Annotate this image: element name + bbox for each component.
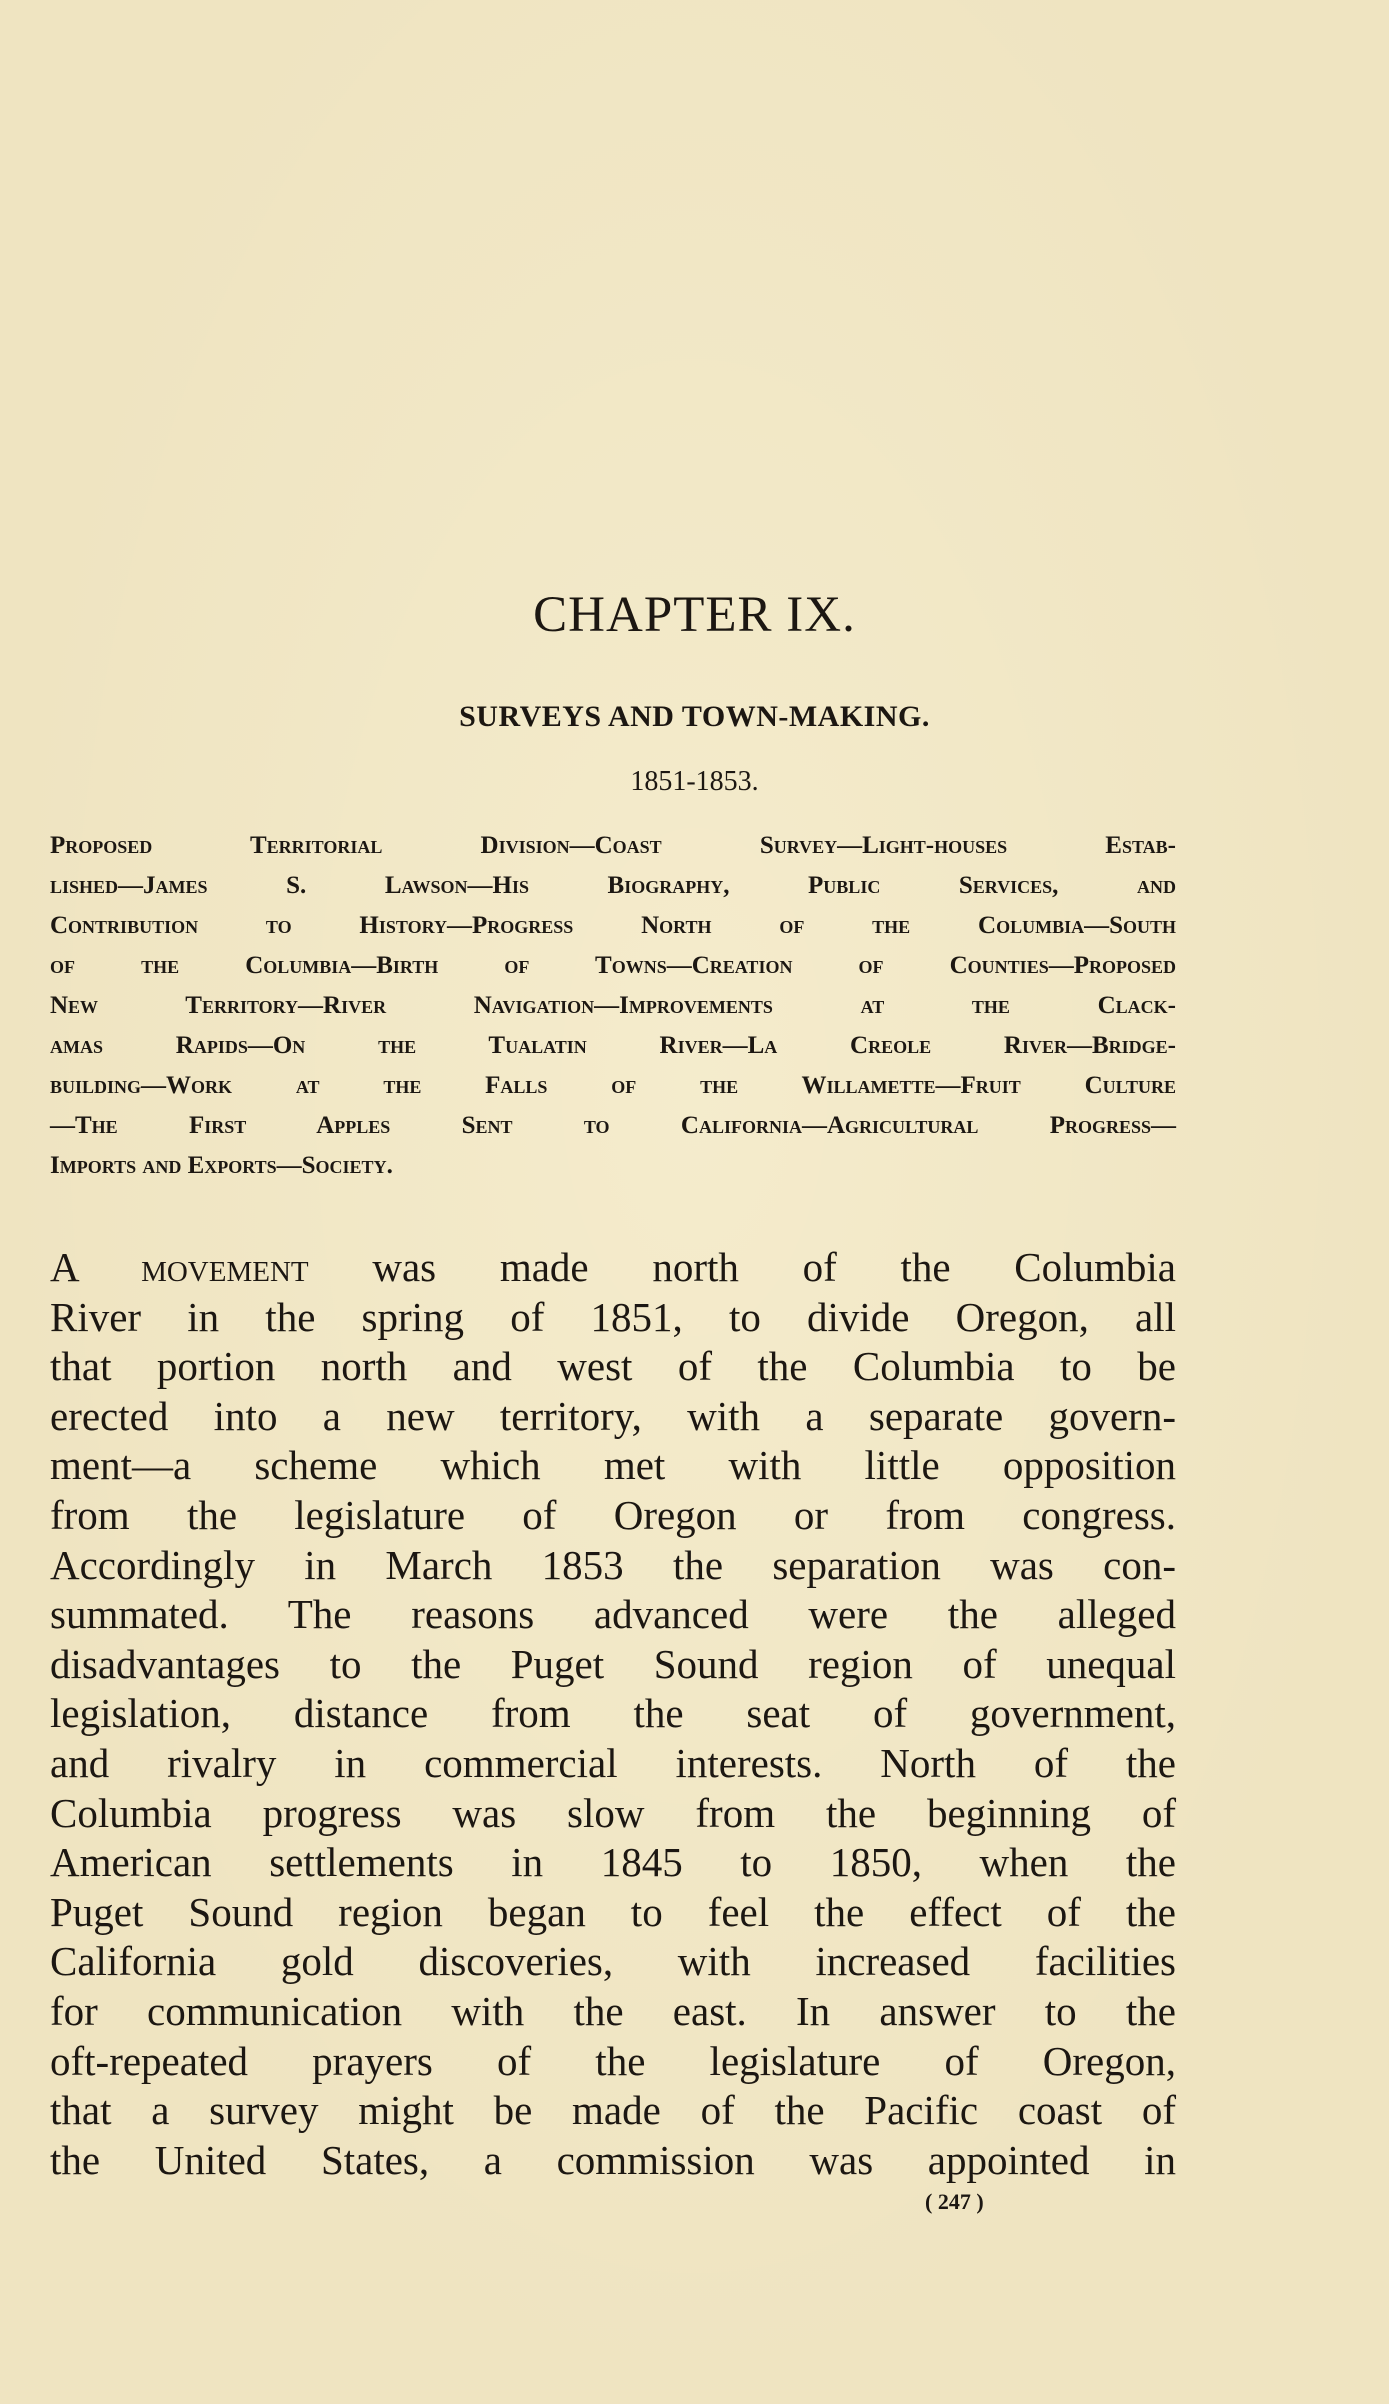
body-line: Puget Sound region began to feel the effect of the (50, 1888, 1176, 1935)
body-line: and rivalry in commercial interests. North of the (50, 1739, 1176, 1786)
chapter-subtitle: SURVEYS AND TOWN-MAKING. (459, 700, 930, 733)
body-line: legislation, distance from the seat of government, (50, 1690, 1176, 1737)
synopsis-line: of the Columbia—Birth of Towns—Creation of Counties—Proposed (50, 952, 1176, 979)
body-line: summated. The reasons advanced were the alleged (50, 1591, 1176, 1638)
body-line: from the legislature of Oregon or from congress. (50, 1491, 1176, 1538)
synopsis-line: amas Rapids—On the Tualatin River—La Creole River—Bridge- (50, 1032, 1176, 1059)
body-line: Accordingly in March 1853 the separation was con- (50, 1541, 1176, 1588)
lead-words: A movement (50, 1244, 309, 1290)
body-paragraph (50, 1243, 1176, 2185)
body-line: River in the spring of 1851, to divide Oregon, all (50, 1293, 1176, 1340)
first-line-text: was made north of the Columbia (308, 1244, 1177, 1290)
chapter-years: 1851-1853. (630, 766, 759, 797)
synopsis-line: lished—James S. Lawson—His Biography, Public Services, and (50, 872, 1176, 899)
body-line: oft-repeated prayers of the legislature of Oregon, (50, 2037, 1176, 2084)
body-line: that a survey might be made of the Pacific coast of (50, 2087, 1176, 2134)
synopsis-line: Proposed Territorial Division—Coast Survey—Light-houses Estab- (50, 832, 1176, 859)
body-line: Columbia progress was slow from the beginning of (50, 1789, 1176, 1836)
body-line: disadvantages to the Puget Sound region of unequal (50, 1640, 1176, 1687)
chapter-title: CHAPTER IX. (533, 587, 856, 643)
body-line: that portion north and west of the Columbia to be (50, 1343, 1176, 1390)
synopsis-line-last: Imports and Exports—Society. (50, 1152, 393, 1179)
chapter-synopsis (50, 826, 1176, 1186)
body-line: California gold discoveries, with increased facilities (50, 1938, 1176, 1985)
synopsis-line: Contribution to History—Progress North of the Columbia—South (50, 912, 1176, 939)
body-line: ment—a scheme which met with little opposition (50, 1442, 1176, 1489)
body-line: erected into a new territory, with a separate govern- (50, 1392, 1176, 1439)
page-number: ( 247 ) (925, 2189, 984, 2214)
synopsis-line: building—Work at the Falls of the Willamette—Fruit Culture (50, 1072, 1176, 1099)
synopsis-line: New Territory—River Navigation—Improvements at the Clack- (50, 992, 1176, 1019)
body-line: for communication with the east. In answer to the (50, 1987, 1176, 2034)
body-line: the United States, a commission was appointed in (50, 2136, 1176, 2183)
synopsis-line: —The First Apples Sent to California—Agricultural Progress— (50, 1112, 1176, 1139)
body-line-first (50, 1243, 1176, 1293)
body-line: American settlements in 1845 to 1850, when the (50, 1839, 1176, 1886)
